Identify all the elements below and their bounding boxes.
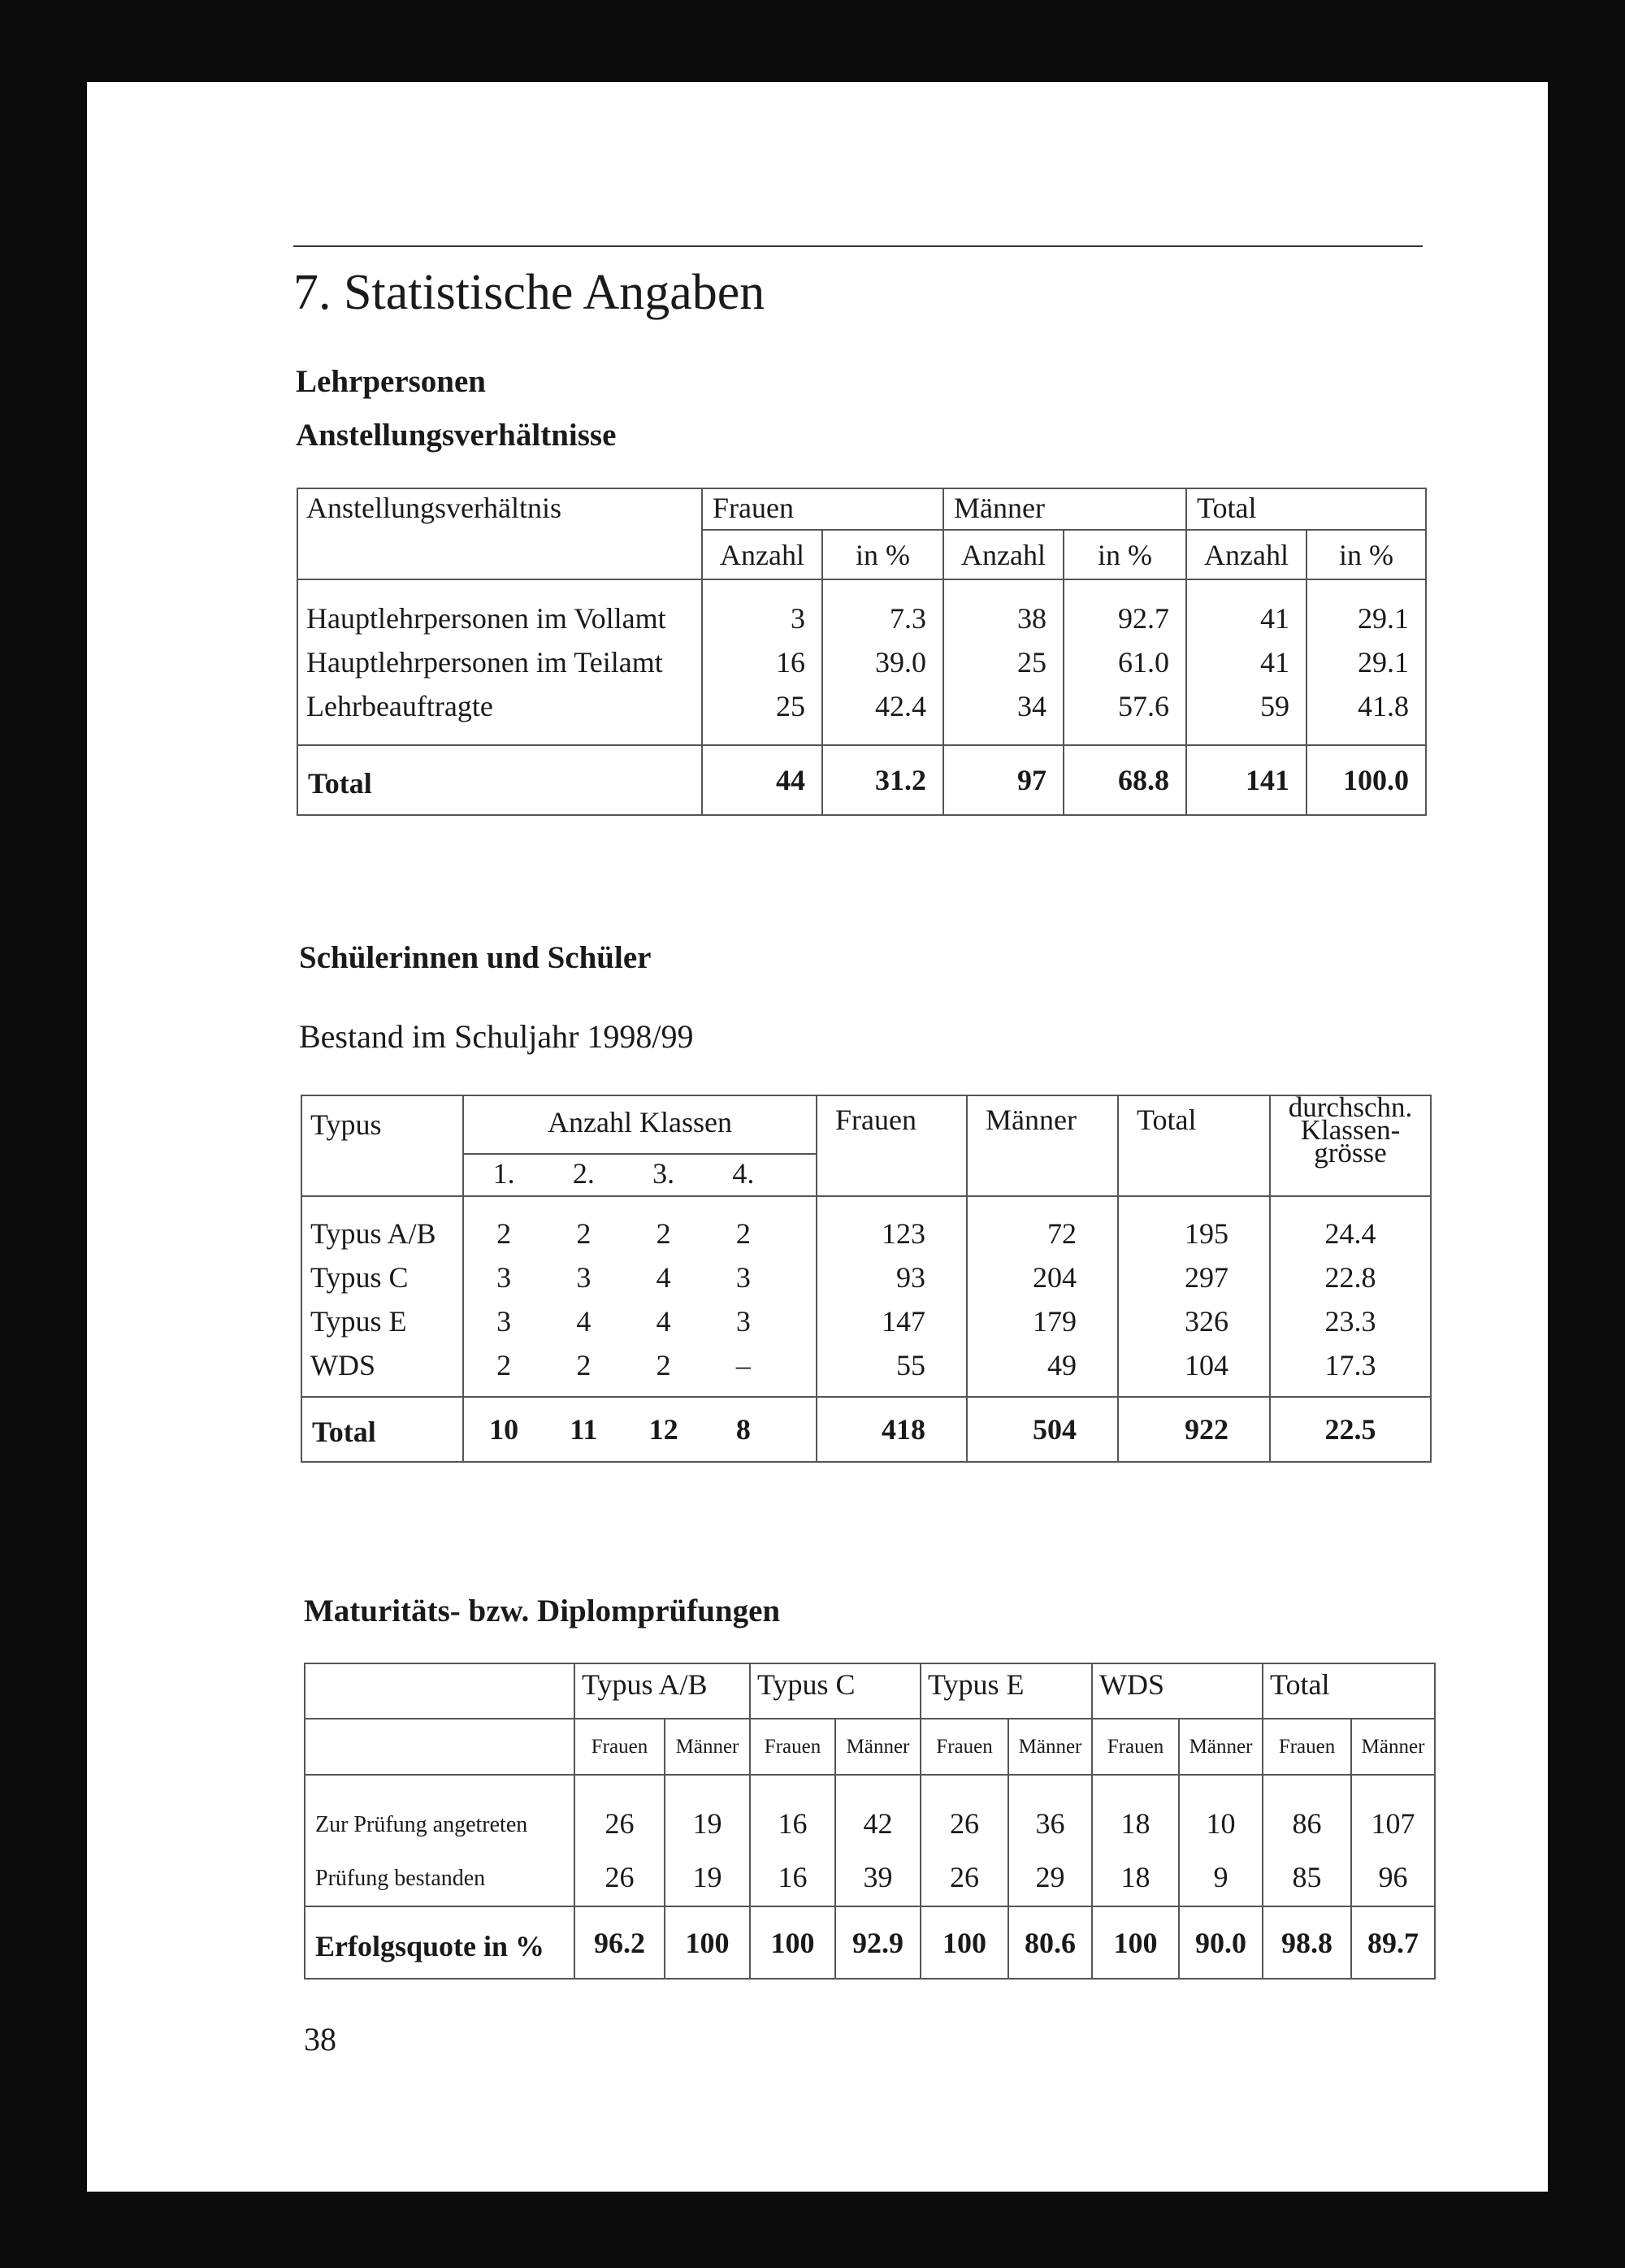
total-label: Total: [297, 745, 702, 815]
subcol-header: Frauen: [750, 1719, 835, 1775]
class-count: 3: [496, 1305, 512, 1338]
maenner-header: Männer: [967, 1095, 1118, 1196]
exams-table: [304, 1663, 1436, 1980]
row-label: Zur Prüfung angetreten: [315, 1812, 528, 1837]
row-labels: [301, 1196, 463, 1397]
avg-column: [1270, 1196, 1431, 1397]
section-title: 7. Statistische Angaben: [293, 265, 765, 320]
cell-value: 26: [950, 1807, 980, 1840]
cell-value: 96: [1378, 1861, 1408, 1893]
total-value: 141: [1186, 745, 1306, 815]
subheader-row: [305, 1719, 1435, 1775]
corner-cell: [305, 1719, 574, 1775]
cell-value: 7.3: [890, 602, 926, 635]
value-column: [835, 1775, 921, 1906]
row-label: WDS: [310, 1349, 375, 1381]
frauen-header: Frauen: [817, 1095, 967, 1196]
value-column: [1263, 1775, 1351, 1906]
cell-value: 326: [1185, 1305, 1228, 1338]
class-year: 2.: [572, 1157, 595, 1190]
cell-value: 55: [896, 1349, 925, 1381]
value-column: [702, 579, 822, 745]
total-value: 100: [665, 1906, 750, 1979]
class-count: 2: [496, 1349, 512, 1381]
page-number: 38: [304, 2021, 336, 2058]
cell-value: 18: [1120, 1861, 1150, 1893]
total-avg: 22.5: [1270, 1397, 1431, 1462]
total-total: 922: [1118, 1397, 1270, 1462]
class-year: 3.: [652, 1157, 675, 1190]
class-count: 10: [489, 1413, 519, 1446]
cell-value: 39: [863, 1861, 893, 1893]
row-label: Hauptlehrpersonen im Vollamt: [306, 602, 666, 635]
cell-value: 39.0: [875, 646, 926, 679]
group-header: WDS: [1092, 1663, 1263, 1719]
class-count: 3: [735, 1305, 751, 1338]
total-value: 44: [702, 745, 822, 815]
total-frauen: 418: [817, 1397, 967, 1462]
teachers-subheading: Anstellungsverhältnisse: [296, 418, 617, 453]
cell-value: 29.1: [1358, 602, 1409, 635]
value-column: [1186, 579, 1306, 745]
cell-value: 38: [1017, 602, 1046, 635]
total-value: 98.8: [1263, 1906, 1351, 1979]
cell-value: 57.6: [1118, 690, 1169, 722]
total-row: [301, 1397, 1431, 1462]
cell-value: 26: [604, 1861, 635, 1893]
class-count: 4: [576, 1305, 592, 1338]
cell-value: 36: [1035, 1807, 1065, 1840]
row-label: Hauptlehrpersonen im Teilamt: [306, 646, 663, 679]
subcol-header: Frauen: [1092, 1719, 1179, 1775]
group-header: Total: [1263, 1663, 1435, 1719]
avg-class-size-header: [1270, 1091, 1431, 1196]
subcol-header: Frauen: [574, 1719, 665, 1775]
header-row: [297, 488, 1426, 530]
cell-value: 29: [1035, 1861, 1065, 1893]
cell-value: 85: [1292, 1861, 1322, 1893]
cell-value: 179: [1033, 1305, 1077, 1338]
students-table: [301, 1091, 1432, 1463]
class-count: –: [735, 1349, 751, 1381]
cell-value: 41: [1260, 646, 1289, 679]
class-count: 3: [496, 1261, 512, 1294]
value-column: [921, 1775, 1008, 1906]
subcol-header: Anzahl: [1186, 530, 1306, 579]
students-heading: Schülerinnen und Schüler: [299, 940, 652, 975]
classes-title: Anzahl Klassen: [464, 1096, 816, 1155]
cell-value: 3: [791, 602, 805, 635]
classes-row: [464, 1412, 783, 1446]
group-header: Männer: [943, 488, 1186, 530]
class-count: 2: [656, 1349, 671, 1381]
header-rule: [293, 245, 1423, 247]
value-column: [1092, 1775, 1179, 1906]
total-row: [297, 745, 1426, 815]
total-value: 90.0: [1179, 1906, 1263, 1979]
corner-header: Anstellungsverhältnis: [297, 488, 702, 579]
cell-value: 24.4: [1324, 1217, 1376, 1250]
class-count: 4: [656, 1261, 671, 1294]
value-column: [1064, 579, 1186, 745]
class-year: 1.: [492, 1157, 515, 1190]
cell-value: 25: [776, 690, 805, 722]
group-header: Typus E: [921, 1663, 1092, 1719]
employment-table: [297, 488, 1427, 816]
class-count: 8: [735, 1413, 751, 1446]
class-count: 2: [656, 1217, 671, 1250]
cell-value: 72: [1047, 1217, 1077, 1250]
body-row: [301, 1196, 1431, 1397]
total-value: 100: [921, 1906, 1008, 1979]
value-column: [822, 579, 943, 745]
cell-value: 41.8: [1358, 690, 1409, 722]
class-count: 3: [735, 1261, 751, 1294]
cell-value: 16: [778, 1807, 808, 1840]
cell-value: 42: [863, 1807, 893, 1840]
cell-value: 23.3: [1324, 1305, 1376, 1338]
subcol-header: Männer: [1008, 1719, 1092, 1775]
total-value: 100: [1092, 1906, 1179, 1979]
cell-value: 123: [882, 1217, 925, 1250]
total-value: 92.9: [835, 1906, 921, 1979]
cell-value: 18: [1120, 1807, 1150, 1840]
total-value: 89.7: [1351, 1906, 1435, 1979]
class-count: 2: [576, 1217, 592, 1250]
cell-value: 29.1: [1358, 646, 1409, 679]
cell-value: 26: [950, 1861, 980, 1893]
cell-value: 9: [1213, 1861, 1228, 1893]
cell-value: 59: [1260, 690, 1289, 722]
total-value: 96.2: [574, 1906, 665, 1979]
total-label: Erfolgsquote in %: [305, 1906, 574, 1979]
cell-value: 297: [1185, 1261, 1228, 1294]
total-classes: [463, 1397, 817, 1462]
classes-row: [464, 1212, 783, 1255]
subcol-header: Anzahl: [943, 530, 1064, 579]
cell-value: 147: [882, 1305, 925, 1338]
students-subheading: Bestand im Schuljahr 1998/99: [299, 1018, 694, 1055]
group-header: Frauen: [702, 488, 943, 530]
row-labels: [305, 1775, 574, 1906]
subcol-header: Frauen: [1263, 1719, 1351, 1775]
cell-value: 61.0: [1118, 646, 1169, 679]
class-count: 2: [576, 1349, 592, 1381]
class-count: 12: [648, 1413, 678, 1446]
subcol-header: Männer: [835, 1719, 921, 1775]
class-year: 4.: [732, 1157, 755, 1190]
value-column: [1179, 1775, 1263, 1906]
value-column: [750, 1775, 835, 1906]
total-value: 100.0: [1306, 745, 1426, 815]
cell-value: 195: [1185, 1217, 1228, 1250]
cell-value: 34: [1017, 690, 1046, 722]
row-label: Typus C: [310, 1261, 409, 1294]
subcol-header: in %: [1306, 530, 1426, 579]
teachers-heading: Lehrpersonen: [296, 364, 486, 399]
cell-value: 17.3: [1324, 1349, 1376, 1381]
cell-value: 16: [776, 646, 805, 679]
class-count: 2: [735, 1217, 751, 1250]
classes-row: [464, 1343, 783, 1387]
total-column: [1118, 1196, 1270, 1397]
group-header: Typus A/B: [574, 1663, 750, 1719]
corner-cell: [305, 1663, 574, 1719]
total-value: 97: [943, 745, 1064, 815]
row-label: Prüfung bestanden: [315, 1866, 486, 1891]
cell-value: 16: [778, 1861, 808, 1893]
classes-row: [464, 1299, 783, 1343]
subcol-header: Anzahl: [702, 530, 822, 579]
value-column: [574, 1775, 665, 1906]
subcol-header: in %: [822, 530, 943, 579]
group-header: Total: [1186, 488, 1426, 530]
cell-value: 42.4: [875, 690, 926, 722]
value-column: [1306, 579, 1426, 745]
frauen-column: [817, 1196, 967, 1397]
classes-row: [464, 1255, 783, 1299]
typus-header: Typus: [301, 1095, 463, 1196]
row-label: Typus E: [310, 1305, 407, 1338]
group-header: Typus C: [750, 1663, 921, 1719]
total-value: 68.8: [1064, 745, 1186, 815]
cell-value: 19: [692, 1807, 722, 1840]
total-maenner: 504: [967, 1397, 1118, 1462]
body-row: [305, 1775, 1435, 1906]
value-column: [943, 579, 1064, 745]
maenner-column: [967, 1196, 1118, 1397]
value-column: [1008, 1775, 1092, 1906]
cell-value: 104: [1185, 1349, 1228, 1381]
subcol-header: Frauen: [921, 1719, 1008, 1775]
row-label: Typus A/B: [310, 1217, 436, 1250]
cell-value: 49: [1047, 1349, 1077, 1381]
total-value: 80.6: [1008, 1906, 1092, 1979]
classes-values: [463, 1196, 817, 1397]
cell-value: 25: [1017, 646, 1046, 679]
cell-value: 41: [1260, 602, 1289, 635]
total-value: 100: [750, 1906, 835, 1979]
avg-header-line: durchschn.: [1288, 1091, 1413, 1123]
total-label: Total: [301, 1397, 463, 1462]
row-labels: [297, 579, 702, 745]
cell-value: 92.7: [1118, 602, 1169, 635]
subcol-header: Männer: [665, 1719, 750, 1775]
total-value: 31.2: [822, 745, 943, 815]
subcol-header: in %: [1064, 530, 1186, 579]
class-count: 4: [656, 1305, 671, 1338]
total-row: [305, 1906, 1435, 1979]
class-count: 2: [496, 1217, 512, 1250]
body-row: [297, 579, 1426, 745]
subcol-header: Männer: [1351, 1719, 1435, 1775]
cell-value: 93: [896, 1261, 925, 1294]
value-column: [1351, 1775, 1435, 1906]
cell-value: 107: [1371, 1807, 1415, 1840]
exams-heading: Maturitäts- bzw. Diplomprüfungen: [304, 1594, 781, 1628]
header-row: [301, 1095, 1431, 1196]
cell-value: 19: [692, 1861, 722, 1893]
value-column: [665, 1775, 750, 1906]
cell-value: 204: [1033, 1261, 1077, 1294]
cell-value: 22.8: [1324, 1261, 1376, 1294]
classes-header: [463, 1095, 817, 1196]
cell-value: 26: [604, 1807, 635, 1840]
avg-header-line: grösse: [1314, 1137, 1387, 1169]
class-years: [464, 1155, 816, 1195]
cell-value: 10: [1206, 1807, 1236, 1840]
class-count: 3: [576, 1261, 592, 1294]
row-label: Lehrbeauftragte: [306, 690, 493, 722]
total-header: Total: [1118, 1095, 1270, 1196]
subcol-header: Männer: [1179, 1719, 1263, 1775]
header-row: [305, 1663, 1435, 1719]
avg-header-line: Klassen-: [1300, 1114, 1401, 1146]
class-count: 11: [570, 1413, 598, 1446]
cell-value: 86: [1292, 1807, 1322, 1840]
